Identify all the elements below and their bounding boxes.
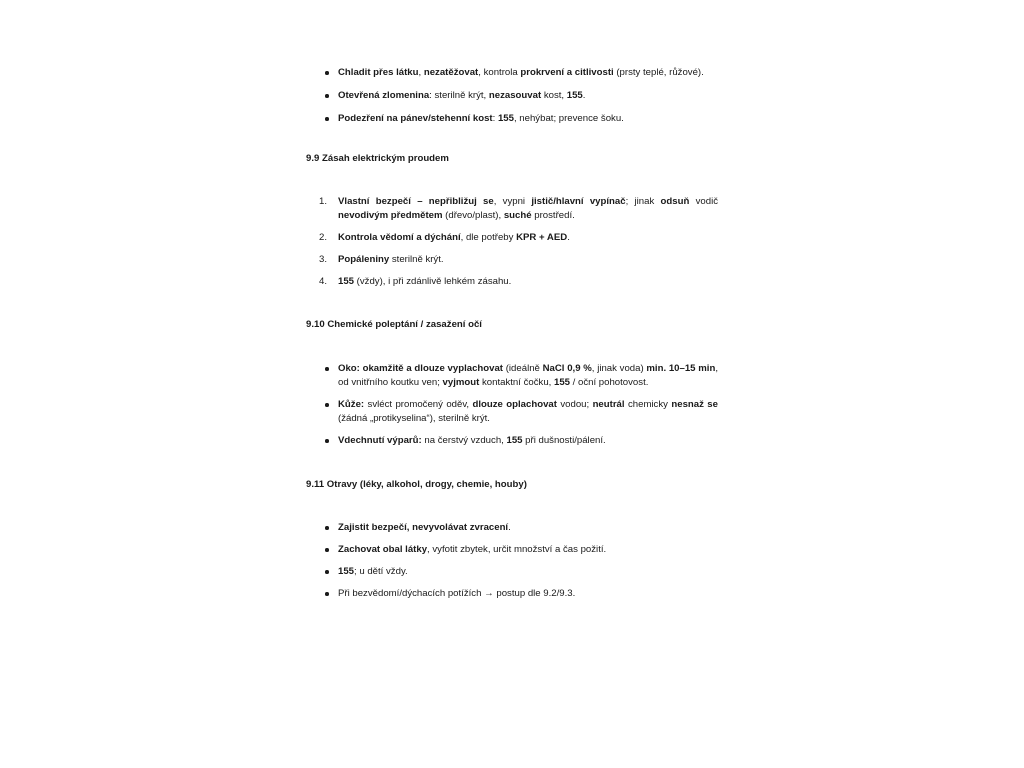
bold-text: KPR + AED xyxy=(516,232,568,243)
item-text xyxy=(338,276,511,287)
bold-text: Otevřená zlomenina xyxy=(338,90,430,101)
list-item xyxy=(338,565,718,587)
list-item xyxy=(319,195,718,231)
list-item xyxy=(319,231,718,253)
step-number: 1. xyxy=(319,196,328,207)
list-item xyxy=(338,521,718,543)
text-run: prostředí. xyxy=(531,210,575,221)
bold-text: Zajistit bezpečí, nevyvolávat zvracení xyxy=(338,522,509,533)
text-run: (vždy), i při zdánlivě lehkém zásahu. xyxy=(354,276,512,287)
item-text xyxy=(338,232,570,243)
bold-text: min. 10–15 min xyxy=(646,363,716,374)
bold-text: Kůže: xyxy=(338,399,365,410)
bold-text: neutrál xyxy=(592,399,625,410)
bold-text: 155 xyxy=(497,113,514,124)
text-run: vodič xyxy=(689,196,718,207)
text-run: sterilně krýt. xyxy=(389,254,444,265)
list-item xyxy=(319,253,718,275)
bold-text: nevodivým předmětem xyxy=(338,210,443,221)
bold-text: NaCl 0,9 % xyxy=(542,363,592,374)
list-item xyxy=(338,434,718,448)
section-heading-9-11: 9.11 Otravy (léky, alkohol, drogy, chemie, houby) xyxy=(306,479,527,490)
item-text xyxy=(338,254,444,265)
text-run: (prsty teplé, růžové). xyxy=(613,67,704,78)
item-text xyxy=(338,435,606,446)
bold-text: prokrvení a citlivosti xyxy=(520,67,614,78)
text-run: , nehýbat; prevence šoku. xyxy=(513,113,624,124)
text-run: ; jinak xyxy=(625,196,661,207)
item-text xyxy=(338,196,718,221)
step-number: 3. xyxy=(319,254,328,265)
bold-text: odsuň xyxy=(660,196,690,207)
text-run: při dušnosti/pálení. xyxy=(522,435,606,446)
bold-text: vyjmout xyxy=(442,377,480,388)
bold-text: Popáleniny xyxy=(338,254,390,265)
poisoning-list xyxy=(0,521,718,601)
list-item xyxy=(338,543,718,565)
text-run: vodou; xyxy=(556,399,593,410)
bold-text: Zachovat obal látky xyxy=(338,544,428,555)
item-text xyxy=(338,544,606,555)
text-run: / oční pohotovost. xyxy=(570,377,649,388)
list-item xyxy=(338,587,718,601)
list-item xyxy=(338,398,718,434)
text-run: chemicky xyxy=(624,399,672,410)
chemical-burns-list xyxy=(0,362,718,448)
text-run: . xyxy=(508,522,511,533)
fractures-list xyxy=(0,66,718,126)
item-text xyxy=(338,399,718,424)
electric-shock-steps xyxy=(0,195,718,289)
bold-text: Chladit přes látku xyxy=(338,67,419,78)
bold-text: Vdechnutí výparů: xyxy=(338,435,422,446)
text-run: Při bezvědomí/dýchacích potížích → postup dle 9.2/9.3. xyxy=(338,588,576,599)
text-run: : sterilně krýt, xyxy=(429,90,489,101)
item-text xyxy=(338,363,718,388)
bold-text: 155 xyxy=(553,377,570,388)
bold-text: Podezření na pánev/stehenní kost xyxy=(338,113,493,124)
step-number: 4. xyxy=(319,276,328,287)
item-text xyxy=(338,566,408,577)
section-heading-9-9: 9.9 Zásah elektrickým proudem xyxy=(306,153,449,164)
text-run: , vypni xyxy=(493,196,532,207)
bold-text: Vlastní bezpečí – nepřibližuj se xyxy=(338,196,494,207)
bold-text: jistič/hlavní vypínač xyxy=(531,196,626,207)
list-item xyxy=(338,362,718,398)
list-item xyxy=(338,66,718,89)
text-run: , od vnitřního koutku ven; xyxy=(338,363,718,388)
list-item xyxy=(338,89,718,112)
bold-text: nesnaž se xyxy=(671,399,718,410)
bold-text: nezatěžovat xyxy=(423,67,479,78)
item-text xyxy=(338,67,704,78)
item-text xyxy=(338,588,575,599)
text-run: : xyxy=(492,113,498,124)
text-run: . xyxy=(567,232,570,243)
text-run: , kontrola xyxy=(478,67,521,78)
text-run: kontaktní čočku, xyxy=(479,377,554,388)
text-run: , jinak voda) xyxy=(591,363,647,374)
section-heading-9-10: 9.10 Chemické poleptání / zasažení očí xyxy=(306,319,482,330)
item-text xyxy=(338,90,585,101)
bold-text: 155 xyxy=(566,90,583,101)
bold-text: dlouze oplachovat xyxy=(472,399,557,410)
text-run: . xyxy=(582,90,586,101)
text-run: na čerstvý vzduch, xyxy=(421,435,507,446)
text-run: , vyfotit zbytek, určit množství a čas požití. xyxy=(427,544,607,555)
text-run: (žádná „protikyselina“), sterilně krýt. xyxy=(338,413,490,424)
text-run: kost, xyxy=(541,90,567,101)
bold-text: Oko: okamžitě a dlouze vyplachovat xyxy=(338,363,503,374)
bold-text: 155 xyxy=(338,566,355,577)
bold-text: nezasouvat xyxy=(488,90,542,101)
text-run: , dle potřeby xyxy=(460,232,517,243)
text-run: (ideálně xyxy=(503,363,543,374)
list-item xyxy=(319,275,718,289)
text-run: svléct promočený oděv, xyxy=(364,399,473,410)
text-run: ; u dětí vždy. xyxy=(354,566,408,577)
bold-text: suché xyxy=(503,210,532,221)
step-number: 2. xyxy=(319,232,328,243)
bold-text: 155 xyxy=(506,435,523,446)
bold-text: Kontrola vědomí a dýchání xyxy=(338,232,461,243)
text-run: (dřevo/plast), xyxy=(442,210,504,221)
text-run: , xyxy=(418,67,424,78)
bold-text: 155 xyxy=(338,276,355,287)
list-item xyxy=(338,112,718,126)
item-text xyxy=(338,522,511,533)
item-text xyxy=(338,113,624,124)
